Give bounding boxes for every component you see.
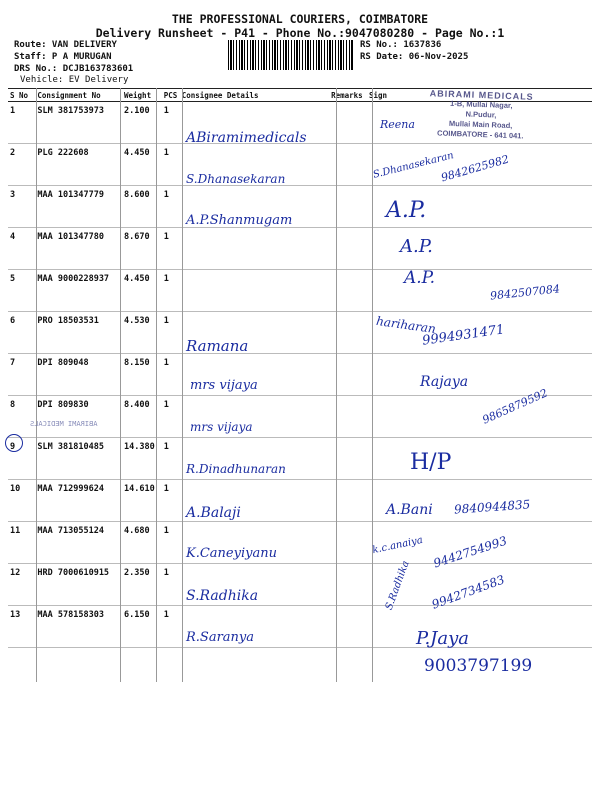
handwritten-name: K.Caneyiyanu bbox=[186, 546, 277, 561]
rs-date: RS Date: 06-Nov-2025 bbox=[360, 52, 469, 62]
col-remarks: Remarks bbox=[329, 89, 367, 102]
handwritten-phone: 9442754993 bbox=[431, 533, 509, 571]
document-title: THE PROFESSIONAL COURIERS, COIMBATORE bbox=[171, 12, 429, 26]
row-remarks bbox=[329, 270, 367, 312]
col-sign: Sign bbox=[367, 89, 592, 102]
row-sno: 2 bbox=[8, 144, 35, 186]
handwritten-name: R.Saranya bbox=[186, 630, 255, 645]
col-consignee: Consignee Details bbox=[180, 89, 329, 102]
row-consignment: SLM 381753973 bbox=[35, 102, 122, 144]
runsheet-table bbox=[8, 88, 592, 648]
row-pcs: 1 bbox=[162, 480, 180, 522]
row-weight: 4.450 bbox=[122, 144, 162, 186]
row-weight: 14.610 bbox=[122, 480, 162, 522]
stamp-line: ABIRAMI MEDICALS bbox=[429, 88, 534, 102]
row-pcs: 1 bbox=[162, 396, 180, 438]
handwritten-name: Ramana bbox=[186, 337, 249, 355]
row-weight: 4.680 bbox=[122, 522, 162, 564]
stamp-line: COIMBATORE - 641 041. bbox=[436, 128, 524, 141]
row-pcs: 1 bbox=[162, 564, 180, 606]
row-weight: 8.150 bbox=[122, 354, 162, 396]
handwritten-signature: Reena bbox=[380, 118, 415, 131]
handwritten-signature: A.Bani bbox=[386, 502, 433, 518]
row-circle-mark bbox=[5, 434, 23, 452]
handwritten-name: S.Dhanasekaran bbox=[186, 172, 286, 186]
column-divider bbox=[156, 88, 157, 682]
row-pcs: 1 bbox=[162, 312, 180, 354]
row-pcs: 1 bbox=[162, 102, 180, 144]
route-field: Route: VAN DELIVERY bbox=[14, 40, 117, 50]
row-sign bbox=[367, 606, 592, 648]
handwritten-phone: 9865879592 bbox=[480, 386, 550, 427]
rs-number: RS No.: 1637836 bbox=[360, 40, 442, 50]
drs-field: DRS No.: DCJB163783601 bbox=[14, 64, 134, 74]
handwritten-signature: k.c.anaiya bbox=[371, 534, 424, 557]
handwritten-phone: 9942734583 bbox=[429, 572, 507, 612]
row-sno: 8 bbox=[8, 396, 35, 438]
row-weight: 8.600 bbox=[122, 186, 162, 228]
row-sno: 9 bbox=[8, 438, 35, 480]
handwritten-phone: 9842625982 bbox=[439, 152, 511, 185]
row-weight: 2.100 bbox=[122, 102, 162, 144]
table-row bbox=[8, 228, 592, 270]
row-consignment: MAA 101347779 bbox=[35, 186, 122, 228]
row-consignment: PLG 222608 bbox=[35, 144, 122, 186]
row-sign bbox=[367, 354, 592, 396]
row-consignment: MAA 712999624 bbox=[35, 480, 122, 522]
handwritten-name: R.Dinadhunaran bbox=[186, 462, 286, 476]
handwritten-phone: 9003797199 bbox=[424, 656, 533, 676]
handwritten-name: ABiramimedicals bbox=[186, 130, 307, 146]
col-sno: S No bbox=[8, 89, 35, 102]
handwritten-signature: S.Radhika bbox=[383, 559, 412, 612]
handwritten-name: mrs vijaya bbox=[190, 378, 258, 393]
table-row bbox=[8, 354, 592, 396]
handwritten-signature: S.Dhanasekaran bbox=[371, 150, 455, 181]
row-weight: 14.380 bbox=[122, 438, 162, 480]
staff-field: Staff: P A MURUGAN bbox=[14, 52, 112, 62]
handwritten-phone: 9840944835 bbox=[453, 497, 531, 517]
column-divider bbox=[182, 88, 183, 682]
handwritten-name: S.Radhika bbox=[186, 588, 259, 604]
column-divider bbox=[336, 88, 337, 682]
row-pcs: 1 bbox=[162, 186, 180, 228]
col-weight: Weight bbox=[122, 89, 162, 102]
row-sno: 7 bbox=[8, 354, 35, 396]
row-consignee bbox=[180, 228, 329, 270]
row-sno: 12 bbox=[8, 564, 35, 606]
row-consignment: MAA 578158303 bbox=[35, 606, 122, 648]
handwritten-name: A.Balaji bbox=[186, 505, 241, 521]
row-remarks bbox=[329, 102, 367, 144]
row-remarks bbox=[329, 186, 367, 228]
row-remarks bbox=[329, 144, 367, 186]
row-weight: 6.150 bbox=[122, 606, 162, 648]
mirrored-stamp-transfer: ABIRAMI MEDICALS bbox=[30, 420, 98, 428]
pharmacy-stamp bbox=[395, 87, 567, 143]
row-consignment: HRD 7000610915 bbox=[35, 564, 122, 606]
table-row bbox=[8, 606, 592, 648]
handwritten-name: A.P.Shanmugam bbox=[186, 213, 293, 228]
column-divider bbox=[120, 88, 121, 682]
row-weight: 4.530 bbox=[122, 312, 162, 354]
handwritten-signature: Rajaya bbox=[420, 374, 469, 390]
handwritten-name: mrs vijaya bbox=[190, 420, 253, 434]
col-consignment: Consignment No bbox=[35, 89, 122, 102]
row-pcs: 1 bbox=[162, 522, 180, 564]
row-pcs: 1 bbox=[162, 438, 180, 480]
row-pcs: 1 bbox=[162, 270, 180, 312]
row-consignment: MAA 713055124 bbox=[35, 522, 122, 564]
handwritten-initials: H/P bbox=[410, 450, 452, 475]
row-weight: 8.400 bbox=[122, 396, 162, 438]
row-pcs: 1 bbox=[162, 228, 180, 270]
row-pcs: 1 bbox=[162, 606, 180, 648]
table-row bbox=[8, 438, 592, 480]
handwritten-initials: A.P. bbox=[400, 236, 433, 257]
row-sno: 10 bbox=[8, 480, 35, 522]
row-consignment: DPI 809048 bbox=[35, 354, 122, 396]
row-weight: 8.670 bbox=[122, 228, 162, 270]
table-row bbox=[8, 186, 592, 228]
row-remarks bbox=[329, 228, 367, 270]
document-subtitle: Delivery Runsheet - P41 - Phone No.:9047080280 - Page No.:1 bbox=[95, 26, 505, 40]
row-remarks bbox=[329, 564, 367, 606]
row-consignment: SLM 381810485 bbox=[35, 438, 122, 480]
row-sno: 6 bbox=[8, 312, 35, 354]
stamp-line: Mullai Main Road, bbox=[448, 118, 513, 131]
row-remarks bbox=[329, 522, 367, 564]
handwritten-initials: A.P. bbox=[404, 268, 436, 288]
row-pcs: 1 bbox=[162, 354, 180, 396]
row-sno: 3 bbox=[8, 186, 35, 228]
row-consignment: MAA 101347780 bbox=[35, 228, 122, 270]
row-weight: 2.350 bbox=[122, 564, 162, 606]
row-consignee bbox=[180, 270, 329, 312]
handwritten-signature: hariharan bbox=[375, 313, 437, 337]
row-sno: 5 bbox=[8, 270, 35, 312]
row-remarks bbox=[329, 438, 367, 480]
row-consignment: PRO 18503531 bbox=[35, 312, 122, 354]
row-pcs: 1 bbox=[162, 144, 180, 186]
row-consignment: DPI 809830 bbox=[35, 396, 122, 438]
handwritten-phone: 9994931471 bbox=[421, 322, 506, 349]
row-sno: 13 bbox=[8, 606, 35, 648]
row-sno: 1 bbox=[8, 102, 35, 144]
row-remarks bbox=[329, 606, 367, 648]
stamp-line: N.Pudur, bbox=[465, 109, 497, 120]
row-sign bbox=[367, 396, 592, 438]
vehicle-field: Vehicle: EV Delivery bbox=[20, 75, 129, 85]
row-remarks bbox=[329, 396, 367, 438]
barcode bbox=[228, 40, 354, 70]
col-pcs: PCS bbox=[162, 89, 180, 102]
row-sign bbox=[367, 438, 592, 480]
handwritten-signature: P.Jaya bbox=[416, 628, 470, 649]
row-remarks bbox=[329, 354, 367, 396]
row-consignment: MAA 9000228937 bbox=[35, 270, 122, 312]
row-sno: 4 bbox=[8, 228, 35, 270]
handwritten-initials: A.P. bbox=[386, 198, 427, 223]
stamp-line: 1-B, Mullai Nagar, bbox=[449, 98, 513, 111]
column-divider bbox=[36, 88, 37, 682]
row-remarks bbox=[329, 312, 367, 354]
row-remarks bbox=[329, 480, 367, 522]
row-weight: 4.450 bbox=[122, 270, 162, 312]
handwritten-phone: 9842507084 bbox=[489, 282, 561, 303]
row-sno: 11 bbox=[8, 522, 35, 564]
